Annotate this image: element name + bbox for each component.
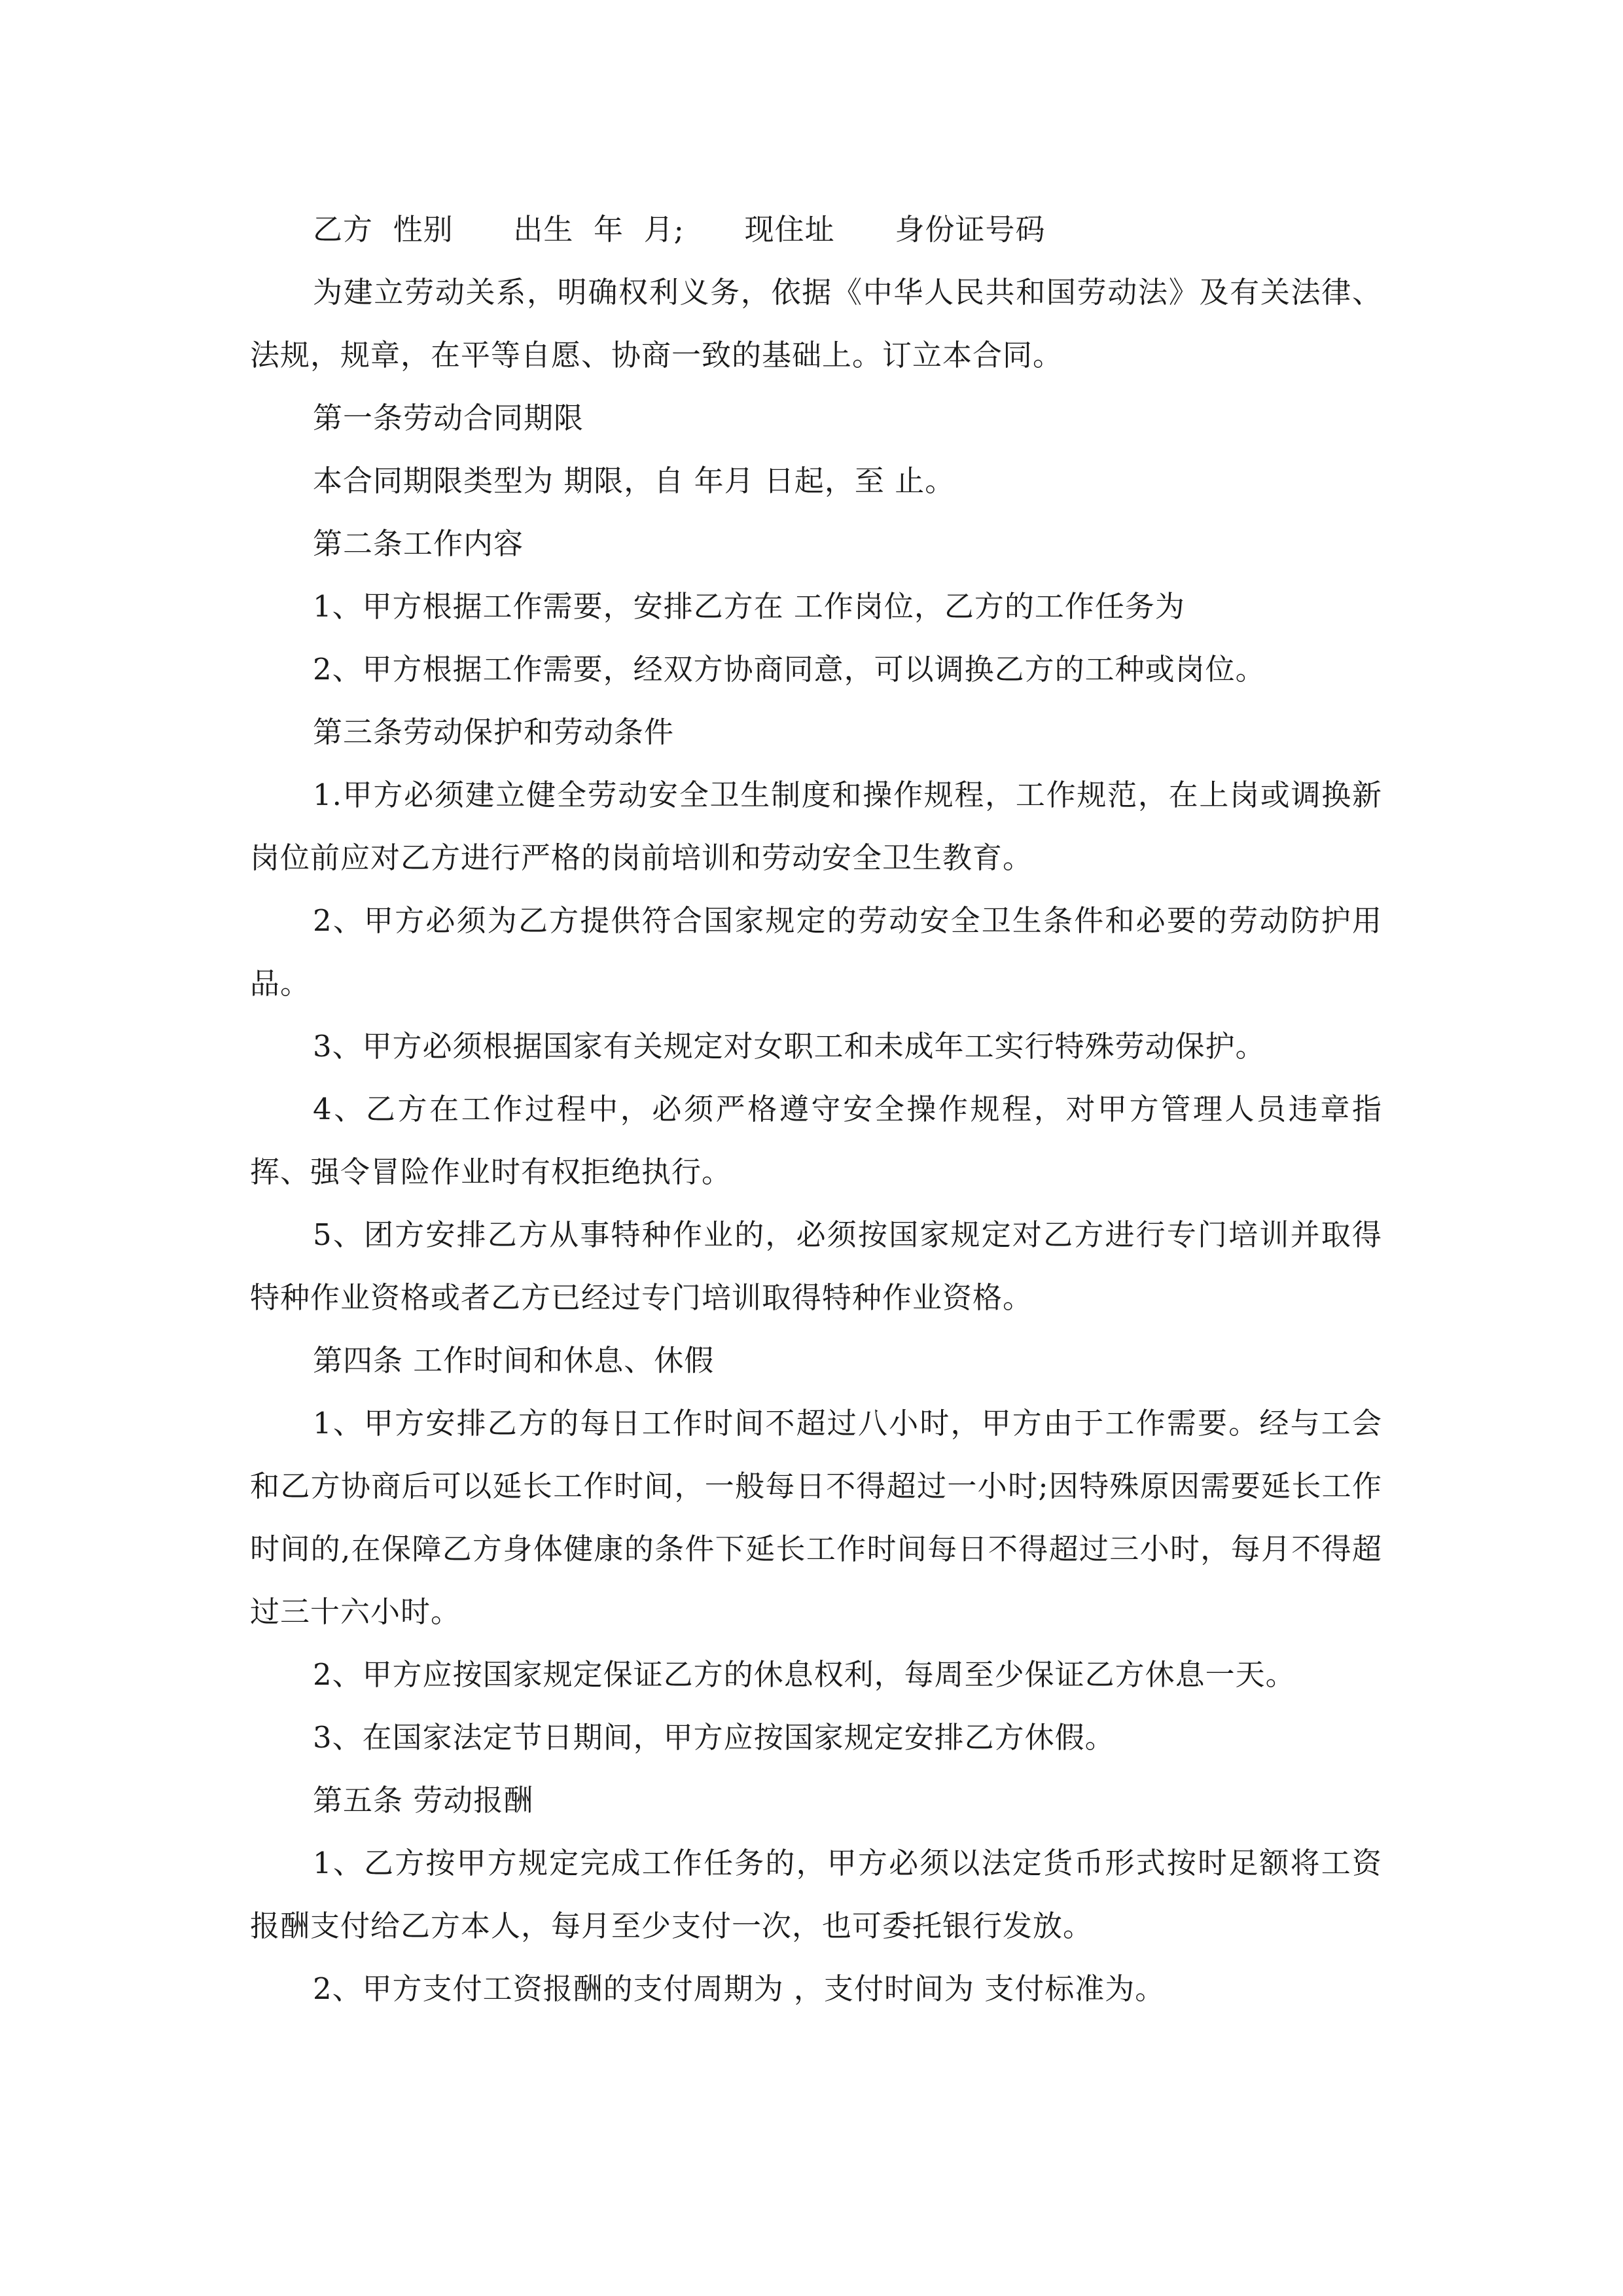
article-4-item-1: 1、甲方安排乙方的每日工作时间不超过八小时，甲方由于工作需要。经与工会和乙方协商后可以延长工作时间，一般每日不得超过一小时;因特殊原因需要延长工作时间的,在保障乙方身体健康的条件下延长工作时间每日不得超过三小时，每月不得超过三十六小时。 — [250, 1406, 1382, 1629]
article-4-item-2: 2、甲方应按国家规定保证乙方的休息权利，每周至少保证乙方休息一天。 — [313, 1657, 1296, 1692]
article-5-item-1: 1、乙方按甲方规定完成工作任务的，甲方必须以法定货币形式按时足额将工资报酬支付给乙方本人，每月至少支付一次，也可委托银行发放。 — [250, 1846, 1382, 1943]
article-3-item-4: 4、乙方在工作过程中，必须严格遵守安全操作规程，对甲方管理人员违章指挥、强令冒险作业时有权拒绝执行。 — [250, 1092, 1382, 1189]
article-1-term: 本合同期限类型为 期限，自 年月 日起，至 止。 — [313, 463, 955, 498]
article-3-item-1: 1.甲方必须建立健全劳动安全卫生制度和操作规程，工作规范，在上岗或调换新岗位前应对乙方进行严格的岗前培训和劳动安全卫生教育。 — [250, 778, 1382, 875]
article-4-heading: 第四条 工作时间和休息、休假 — [313, 1343, 715, 1378]
article-1-heading: 第一条劳动合同期限 — [313, 401, 584, 435]
party-b-info-line: 乙方 性别 出生 年 月; 现住址 身份证号码 — [313, 212, 1046, 247]
article-2-item-1: 1、甲方根据工作需要，安排乙方在 工作岗位，乙方的工作任务为 — [313, 589, 1185, 624]
article-2-heading: 第二条工作内容 — [313, 526, 524, 561]
contract-preamble: 为建立劳动关系，明确权利义务，依据《中华人民共和国劳动法》及有关法律、法规，规章，在平等自愿、协商一致的基础上。订立本合同。 — [250, 275, 1382, 372]
article-2-item-2: 2、甲方根据工作需要，经双方协商同意，可以调换乙方的工种或岗位。 — [313, 652, 1266, 687]
article-3-heading: 第三条劳动保护和劳动条件 — [313, 715, 675, 749]
article-5-item-2: 2、甲方支付工资报酬的支付周期为 ，支付时间为 支付标准为。 — [313, 1971, 1166, 2006]
article-3-item-3: 3、甲方必须根据国家有关规定对女职工和未成年工实行特殊劳动保护。 — [313, 1029, 1266, 1064]
article-3-item-5: 5、团方安排乙方从事特种作业的，必须按国家规定对乙方进行专门培训并取得特种作业资格或者乙方已经过专门培训取得特种作业资格。 — [250, 1217, 1382, 1315]
article-4-item-3: 3、在国家法定节日期间，甲方应按国家规定安排乙方休假。 — [313, 1720, 1115, 1755]
article-5-heading: 第五条 劳动报酬 — [313, 1783, 534, 1818]
article-3-item-2: 2、甲方必须为乙方提供符合国家规定的劳动安全卫生条件和必要的劳动防护用品。 — [250, 903, 1382, 1001]
document-body — [250, 198, 1382, 2020]
